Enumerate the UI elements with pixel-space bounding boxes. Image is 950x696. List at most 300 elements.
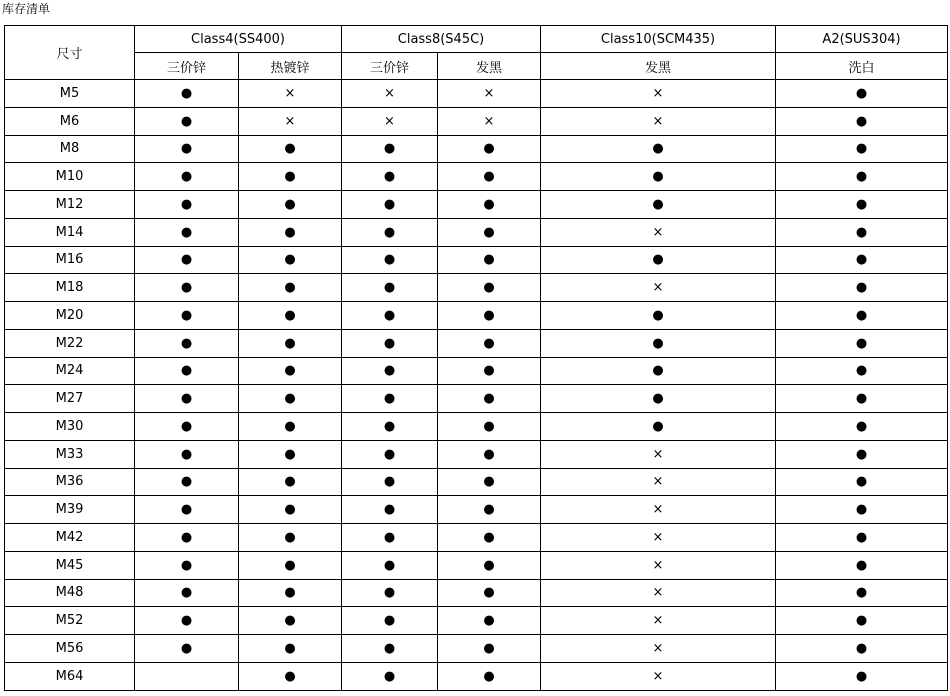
stock-cell: [342, 551, 438, 579]
out-of-stock-cross: ×: [652, 668, 664, 684]
stock-cell: [342, 385, 438, 413]
header-row-finishes: [5, 53, 948, 80]
in-stock-dot: ●: [652, 141, 664, 157]
in-stock-dot: ●: [180, 474, 193, 490]
header-row-groups: [5, 26, 948, 53]
inventory-table: [4, 25, 948, 691]
in-stock-dot: ●: [284, 446, 296, 462]
stock-cell: [438, 80, 541, 108]
in-stock-dot: ●: [855, 668, 868, 684]
size-cell: M14: [5, 218, 135, 246]
stock-cell: [438, 607, 541, 635]
in-stock-dot: ●: [855, 446, 868, 462]
stock-cell: [776, 635, 948, 663]
out-of-stock-cross: ×: [652, 640, 664, 656]
out-of-stock-cross: ×: [384, 113, 395, 129]
stock-cell: [135, 635, 239, 663]
stock-cell: [776, 524, 948, 552]
size-cell: M56: [5, 635, 135, 663]
in-stock-dot: ●: [284, 502, 296, 518]
stock-cell: [776, 246, 948, 274]
stock-cell: [342, 635, 438, 663]
stock-cell: [135, 274, 239, 302]
size-cell: M12: [5, 191, 135, 219]
stock-cell: [438, 191, 541, 219]
stock-cell: [239, 218, 342, 246]
in-stock-dot: ●: [383, 196, 396, 212]
size-cell: M33: [5, 440, 135, 468]
in-stock-dot: ●: [383, 141, 396, 157]
stock-cell: [438, 413, 541, 441]
in-stock-dot: ●: [383, 502, 396, 518]
table-row: [5, 246, 948, 274]
in-stock-dot: ●: [483, 224, 495, 240]
stock-cell: [541, 163, 776, 191]
stock-cell: [541, 135, 776, 163]
in-stock-dot: ●: [855, 224, 868, 240]
in-stock-dot: ●: [383, 391, 396, 407]
stock-cell: [776, 579, 948, 607]
table-row: [5, 607, 948, 635]
in-stock-dot: ●: [383, 474, 396, 490]
stock-cell: [438, 135, 541, 163]
out-of-stock-cross: ×: [652, 280, 664, 296]
group-header-class10: Class10(SCM435): [541, 26, 776, 53]
in-stock-dot: ●: [180, 502, 193, 518]
stock-cell: [239, 440, 342, 468]
stock-cell: [239, 163, 342, 191]
in-stock-dot: ●: [180, 196, 193, 212]
in-stock-dot: ●: [180, 613, 193, 629]
table-row: [5, 440, 948, 468]
group-header-class4: Class4(SS400): [135, 26, 342, 53]
stock-cell: [239, 551, 342, 579]
in-stock-dot: ●: [180, 363, 193, 379]
stock-cell: [342, 524, 438, 552]
in-stock-dot: ●: [483, 391, 495, 407]
size-cell: M18: [5, 274, 135, 302]
table-row: [5, 218, 948, 246]
stock-cell: [438, 246, 541, 274]
stock-cell: [541, 357, 776, 385]
stock-cell: [135, 496, 239, 524]
stock-cell: [541, 524, 776, 552]
in-stock-dot: ●: [855, 85, 868, 101]
out-of-stock-cross: ×: [652, 613, 664, 629]
in-stock-dot: ●: [180, 169, 193, 185]
stock-cell: [239, 329, 342, 357]
stock-cell: [239, 357, 342, 385]
in-stock-dot: ●: [652, 252, 664, 268]
stock-cell: [342, 191, 438, 219]
subheader-class10-black: 发黑: [541, 53, 776, 80]
stock-cell: [342, 274, 438, 302]
in-stock-dot: ●: [284, 640, 296, 656]
size-cell: M48: [5, 579, 135, 607]
stock-cell: [438, 440, 541, 468]
size-cell: M5: [5, 80, 135, 108]
stock-cell: [541, 329, 776, 357]
stock-cell: [342, 468, 438, 496]
stock-cell: [776, 107, 948, 135]
in-stock-dot: ●: [483, 502, 495, 518]
table-row: [5, 635, 948, 663]
out-of-stock-cross: ×: [652, 446, 664, 462]
size-cell: M36: [5, 468, 135, 496]
stock-cell: [541, 579, 776, 607]
stock-cell: [776, 662, 948, 690]
stock-cell: [239, 246, 342, 274]
in-stock-dot: ●: [180, 141, 193, 157]
stock-cell: [135, 524, 239, 552]
table-row: [5, 662, 948, 690]
size-cell: M6: [5, 107, 135, 135]
in-stock-dot: ●: [284, 169, 296, 185]
in-stock-dot: ●: [180, 252, 193, 268]
stock-cell: [135, 246, 239, 274]
in-stock-dot: ●: [483, 529, 495, 545]
stock-cell: [342, 80, 438, 108]
in-stock-dot: ●: [652, 418, 664, 434]
in-stock-dot: ●: [855, 474, 868, 490]
out-of-stock-cross: ×: [652, 502, 664, 518]
stock-cell: [438, 662, 541, 690]
table-body: [5, 80, 948, 691]
size-cell: M20: [5, 302, 135, 330]
size-cell: M22: [5, 329, 135, 357]
in-stock-dot: ●: [383, 307, 396, 323]
stock-cell: [776, 607, 948, 635]
table-row: [5, 413, 948, 441]
stock-cell: [135, 468, 239, 496]
in-stock-dot: ●: [180, 280, 193, 296]
stock-cell: [776, 440, 948, 468]
stock-cell: [135, 107, 239, 135]
in-stock-dot: ●: [180, 446, 193, 462]
in-stock-dot: ●: [483, 613, 495, 629]
stock-cell: [438, 551, 541, 579]
stock-cell: [776, 385, 948, 413]
table-row: [5, 163, 948, 191]
in-stock-dot: ●: [483, 585, 495, 601]
stock-cell: [135, 191, 239, 219]
in-stock-dot: ●: [855, 280, 868, 296]
stock-cell: [342, 246, 438, 274]
out-of-stock-cross: ×: [652, 224, 664, 240]
stock-cell: [135, 80, 239, 108]
stock-cell: [239, 413, 342, 441]
table-row: [5, 524, 948, 552]
out-of-stock-cross: ×: [483, 85, 495, 101]
stock-cell: [135, 135, 239, 163]
in-stock-dot: ●: [284, 141, 296, 157]
in-stock-dot: ●: [284, 280, 296, 296]
in-stock-dot: ●: [483, 307, 495, 323]
out-of-stock-cross: ×: [652, 585, 664, 601]
stock-cell: [239, 468, 342, 496]
out-of-stock-cross: ×: [652, 529, 664, 545]
stock-cell: [541, 413, 776, 441]
stock-cell: [135, 440, 239, 468]
in-stock-dot: ●: [284, 307, 296, 323]
stock-cell: [342, 662, 438, 690]
size-cell: M8: [5, 135, 135, 163]
in-stock-dot: ●: [180, 307, 193, 323]
stock-cell: [342, 440, 438, 468]
out-of-stock-cross: ×: [483, 113, 495, 129]
size-cell: M64: [5, 662, 135, 690]
stock-cell: [342, 496, 438, 524]
stock-cell: [541, 80, 776, 108]
stock-cell: [342, 163, 438, 191]
stock-cell: [776, 218, 948, 246]
stock-cell: [135, 329, 239, 357]
stock-cell: [135, 357, 239, 385]
stock-cell: [541, 246, 776, 274]
in-stock-dot: ●: [652, 169, 664, 185]
stock-cell: [239, 302, 342, 330]
in-stock-dot: ●: [483, 335, 495, 351]
table-row: [5, 496, 948, 524]
in-stock-dot: ●: [284, 585, 296, 601]
size-cell: M16: [5, 246, 135, 274]
stock-cell: [342, 357, 438, 385]
stock-cell: [776, 468, 948, 496]
in-stock-dot: ●: [180, 85, 193, 101]
in-stock-dot: ●: [383, 335, 396, 351]
stock-cell: [541, 635, 776, 663]
stock-cell: [438, 302, 541, 330]
in-stock-dot: ●: [383, 529, 396, 545]
in-stock-dot: ●: [855, 113, 868, 129]
table-row: [5, 579, 948, 607]
table-row: [5, 551, 948, 579]
in-stock-dot: ●: [383, 640, 396, 656]
in-stock-dot: ●: [483, 640, 495, 656]
stock-cell: [239, 524, 342, 552]
in-stock-dot: ●: [180, 224, 193, 240]
stock-cell: [239, 274, 342, 302]
stock-cell: [541, 191, 776, 219]
stock-cell: [342, 135, 438, 163]
stock-cell: [776, 357, 948, 385]
stock-cell: [776, 274, 948, 302]
in-stock-dot: ●: [284, 474, 296, 490]
table-row: [5, 385, 948, 413]
stock-cell: [135, 218, 239, 246]
size-cell: M52: [5, 607, 135, 635]
in-stock-dot: ●: [284, 613, 296, 629]
table-row: [5, 191, 948, 219]
stock-cell: [342, 607, 438, 635]
in-stock-dot: ●: [180, 585, 193, 601]
size-cell: M42: [5, 524, 135, 552]
in-stock-dot: ●: [855, 196, 868, 212]
in-stock-dot: ●: [180, 529, 193, 545]
stock-cell: [541, 662, 776, 690]
stock-cell: [438, 468, 541, 496]
in-stock-dot: ●: [652, 196, 664, 212]
stock-cell: [239, 385, 342, 413]
in-stock-dot: ●: [855, 141, 868, 157]
subheader-a2-pickled: 洗白: [776, 53, 948, 80]
stock-cell: [239, 607, 342, 635]
in-stock-dot: ●: [383, 280, 396, 296]
in-stock-dot: ●: [652, 307, 664, 323]
in-stock-dot: ●: [383, 557, 396, 573]
stock-cell: [776, 496, 948, 524]
stock-cell: [541, 302, 776, 330]
stock-cell: [776, 135, 948, 163]
stock-cell: [541, 496, 776, 524]
in-stock-dot: ●: [284, 224, 296, 240]
stock-cell: [776, 551, 948, 579]
stock-cell: [438, 579, 541, 607]
in-stock-dot: ●: [284, 196, 296, 212]
size-column-header: 尺寸: [5, 26, 135, 80]
out-of-stock-cross: ×: [284, 85, 296, 101]
in-stock-dot: ●: [284, 363, 296, 379]
in-stock-dot: ●: [483, 169, 495, 185]
in-stock-dot: ●: [180, 640, 193, 656]
in-stock-dot: ●: [652, 363, 664, 379]
stock-cell: [239, 135, 342, 163]
stock-cell: [541, 274, 776, 302]
in-stock-dot: ●: [383, 169, 396, 185]
in-stock-dot: ●: [652, 335, 664, 351]
in-stock-dot: ●: [855, 252, 868, 268]
in-stock-dot: ●: [855, 557, 868, 573]
in-stock-dot: ●: [855, 169, 868, 185]
in-stock-dot: ●: [483, 557, 495, 573]
subheader-class4-hot-dip-zinc: 热镀锌: [239, 53, 342, 80]
stock-cell: [541, 607, 776, 635]
in-stock-dot: ●: [483, 280, 495, 296]
out-of-stock-cross: ×: [652, 85, 664, 101]
stock-cell: [541, 385, 776, 413]
size-cell: M39: [5, 496, 135, 524]
stock-cell: [342, 579, 438, 607]
in-stock-dot: ●: [383, 585, 396, 601]
in-stock-dot: ●: [180, 557, 193, 573]
stock-cell: [776, 80, 948, 108]
stock-cell: [438, 496, 541, 524]
stock-cell: [239, 496, 342, 524]
stock-cell: [438, 274, 541, 302]
stock-cell: [438, 107, 541, 135]
size-cell: M10: [5, 163, 135, 191]
table-row: [5, 107, 948, 135]
table-row: [5, 135, 948, 163]
table-row: [5, 329, 948, 357]
in-stock-dot: ●: [855, 363, 868, 379]
subheader-class8-trivalent-zinc: 三价锌: [342, 53, 438, 80]
out-of-stock-cross: ×: [652, 474, 664, 490]
in-stock-dot: ●: [855, 585, 868, 601]
stock-cell: [541, 551, 776, 579]
in-stock-dot: ●: [284, 391, 296, 407]
in-stock-dot: ●: [284, 668, 296, 684]
table-row: [5, 357, 948, 385]
stock-cell: [541, 468, 776, 496]
stock-cell: [438, 357, 541, 385]
stock-cell: [438, 524, 541, 552]
in-stock-dot: ●: [483, 363, 495, 379]
size-cell: M30: [5, 413, 135, 441]
stock-cell: [239, 662, 342, 690]
in-stock-dot: ●: [483, 668, 495, 684]
stock-cell: [135, 163, 239, 191]
in-stock-dot: ●: [483, 252, 495, 268]
stock-cell: [239, 579, 342, 607]
in-stock-dot: ●: [855, 529, 868, 545]
stock-cell: [541, 107, 776, 135]
in-stock-dot: ●: [180, 391, 193, 407]
stock-cell: [438, 329, 541, 357]
in-stock-dot: ●: [180, 418, 193, 434]
in-stock-dot: ●: [483, 446, 495, 462]
stock-cell: [135, 607, 239, 635]
stock-cell: [776, 329, 948, 357]
stock-cell: [776, 413, 948, 441]
table-row: [5, 302, 948, 330]
stock-cell: [135, 302, 239, 330]
out-of-stock-cross: ×: [652, 557, 664, 573]
stock-cell: [342, 413, 438, 441]
out-of-stock-cross: ×: [284, 113, 296, 129]
stock-cell: [342, 329, 438, 357]
in-stock-dot: ●: [180, 335, 193, 351]
in-stock-dot: ●: [284, 335, 296, 351]
in-stock-dot: ●: [483, 141, 495, 157]
table-row: [5, 468, 948, 496]
table-header: [5, 26, 948, 80]
group-header-class8: Class8(S45C): [342, 26, 541, 53]
in-stock-dot: ●: [483, 474, 495, 490]
stock-cell: [541, 218, 776, 246]
subheader-class4-trivalent-zinc: 三价锌: [135, 53, 239, 80]
size-cell: M27: [5, 385, 135, 413]
in-stock-dot: ●: [383, 252, 396, 268]
stock-cell: [776, 302, 948, 330]
stock-cell: [239, 107, 342, 135]
stock-cell: [239, 80, 342, 108]
stock-cell: [135, 413, 239, 441]
in-stock-dot: ●: [284, 252, 296, 268]
size-cell: M24: [5, 357, 135, 385]
in-stock-dot: ●: [855, 335, 868, 351]
stock-cell: [342, 107, 438, 135]
out-of-stock-cross: ×: [384, 85, 395, 101]
stock-cell: [342, 218, 438, 246]
in-stock-dot: ●: [383, 668, 396, 684]
in-stock-dot: ●: [855, 613, 868, 629]
table-row: [5, 80, 948, 108]
stock-cell: [135, 551, 239, 579]
page-title: 库存清单: [2, 2, 51, 16]
in-stock-dot: ●: [855, 391, 868, 407]
in-stock-dot: ●: [855, 640, 868, 656]
subheader-class8-black: 发黑: [438, 53, 541, 80]
stock-cell: [776, 191, 948, 219]
in-stock-dot: ●: [652, 391, 664, 407]
stock-cell: [135, 579, 239, 607]
in-stock-dot: ●: [180, 113, 193, 129]
stock-cell: [541, 440, 776, 468]
size-cell: M45: [5, 551, 135, 579]
in-stock-dot: ●: [383, 418, 396, 434]
in-stock-dot: ●: [855, 502, 868, 518]
